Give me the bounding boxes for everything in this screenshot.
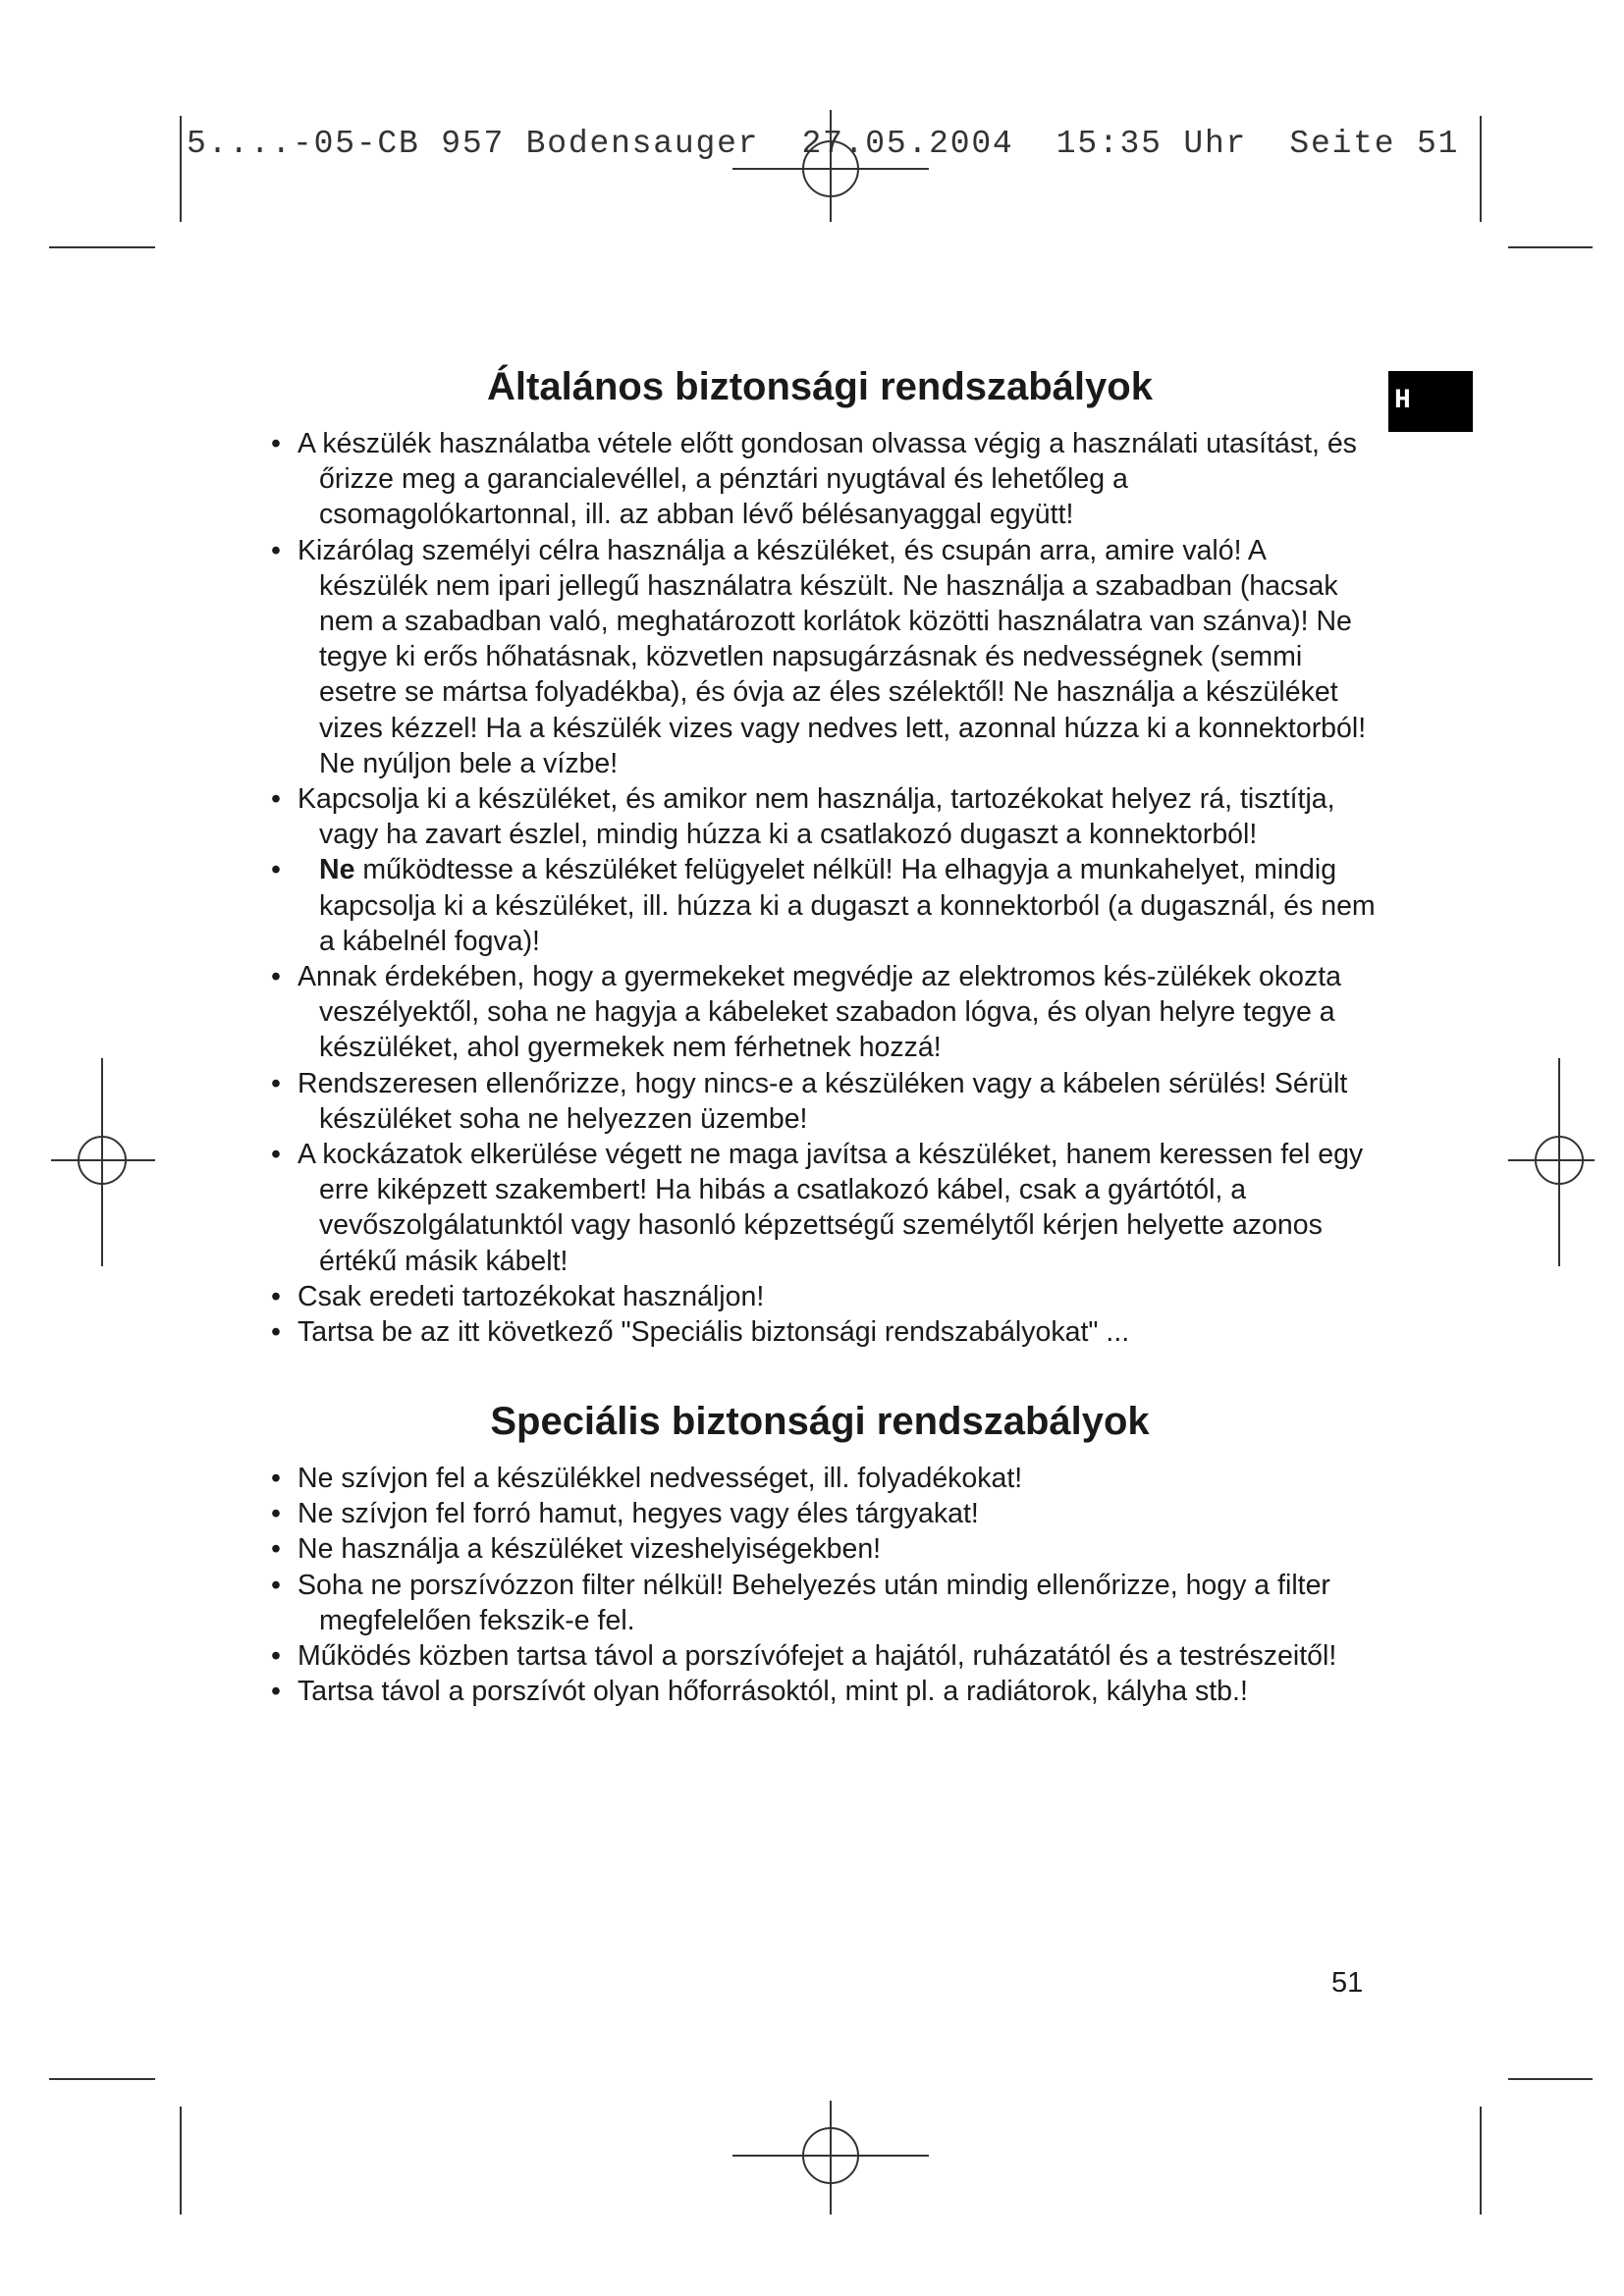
list-item: • Működés közben tartsa távol a porszívófejet a hajától, ruházatától és a testrészeitől! bbox=[271, 1640, 1337, 1673]
language-tab: H bbox=[1388, 371, 1473, 432]
special-safety-title: Speciális biztonsági rendszabályok bbox=[490, 1400, 1150, 1443]
print-header: 5....-05-CB 957 Bodensauger 27.05.2004 15:35 Uhr Seite 51 bbox=[187, 126, 1460, 162]
page-number: 51 bbox=[1331, 1967, 1364, 1999]
general-safety-list bbox=[271, 426, 1380, 1350]
list-item: • Ne szívjon fel a készülékkel nedvességet, ill. folyadékokat! bbox=[271, 1463, 1023, 1494]
list-item: • Soha ne porszívózzon filter nélkül! Behelyezés után mindig ellenőrizze, hogy a filter megfelelően fekszik-e fel. bbox=[271, 1569, 1330, 1636]
list-item: • Ne működtesse a készüléket felügyelet nélkül! Ha elhagyja a munkahelyet, mindig kapcsolja ki a készüléket, ill. húzza ki a dugaszt a konnektorból (a dugasznál, és nem a kábelnél fogva)! bbox=[271, 854, 1376, 957]
emphasis-text: Ne bbox=[319, 854, 355, 886]
list-item: • A készülék használatba vétele előtt gondosan olvassa végig a használati utasítást, és őrizze meg a garancialevéllel, a pénztári nyugtával és lehetőleg a csomagolókartonnal, ill. az abban lévő bélésanyaggal együtt! bbox=[271, 428, 1357, 531]
list-item: • Tartsa be az itt következő "Speciális biztonsági rendszabályokat" ... bbox=[271, 1316, 1130, 1349]
list-item: • Kapcsolja ki a készüléket, és amikor nem használja, tartozékokat helyez rá, tisztítja, vagy ha zavart észlel, mindig húzza ki a csatlakozó dugaszt a konnektorból! bbox=[271, 783, 1335, 851]
list-item: • Tartsa távol a porszívót olyan hőforrásoktól, mint pl. a radiátorok, kályha stb.! bbox=[271, 1676, 1248, 1708]
list-item: • Ne használja a készüléket vizeshelyiségekben! bbox=[271, 1533, 882, 1566]
list-item: • Csak eredeti tartozékokat használjon! bbox=[271, 1280, 765, 1312]
general-safety-title: Általános biztonsági rendszabályok bbox=[487, 365, 1153, 408]
special-safety-list bbox=[271, 1461, 1380, 1709]
list-item: • Annak érdekében, hogy a gyermekeket megvédje az elektromos kés-zülékek okozta veszélyektől, soha ne hagyja a kábeleket szabadon lógva, és olyan helyre tegye a készüléket, ahol gyermekek nem férhetnek hozzá! bbox=[271, 961, 1341, 1064]
list-item: • A kockázatok elkerülése végett ne maga javítsa a készüléket, hanem keressen fel egy erre kiképzett szakembert! Ha hibás a csatlakozó kábel, csak a gyártótól, a vevőszolgálatunktól vagy hasonló képzettségű személytől kérjen helyette azonos értékű másik kábelt! bbox=[271, 1139, 1364, 1277]
list-item: • Kizárólag személyi célra használja a készüléket, és csupán arra, amire való! A készülék nem ipari jellegű használatra készült. Ne használja a szabadban (hacsak nem a szabadban való, meghatározott korlátok közötti használatra van szánva)! Ne tegye ki erős hőhatásnak, közvetlen napsugárzásnak és nedvességnek (semmi esetre se mártsa folyadékba), és óvja az éles szélektől! Ne használja a készüléket vizes kézzel! Ha a készülék vizes vagy nedves lett, azonnal húzza ki a konnektorból! Ne nyúljon bele a vízbe! bbox=[271, 534, 1367, 779]
list-item: • Rendszeresen ellenőrizze, hogy nincs-e a készüléken vagy a kábelen sérülés! Sérült készüléket soha ne helyezzen üzembe! bbox=[271, 1067, 1348, 1135]
list-item: • Ne szívjon fel forró hamut, hegyes vagy éles tárgyakat! bbox=[271, 1498, 979, 1530]
